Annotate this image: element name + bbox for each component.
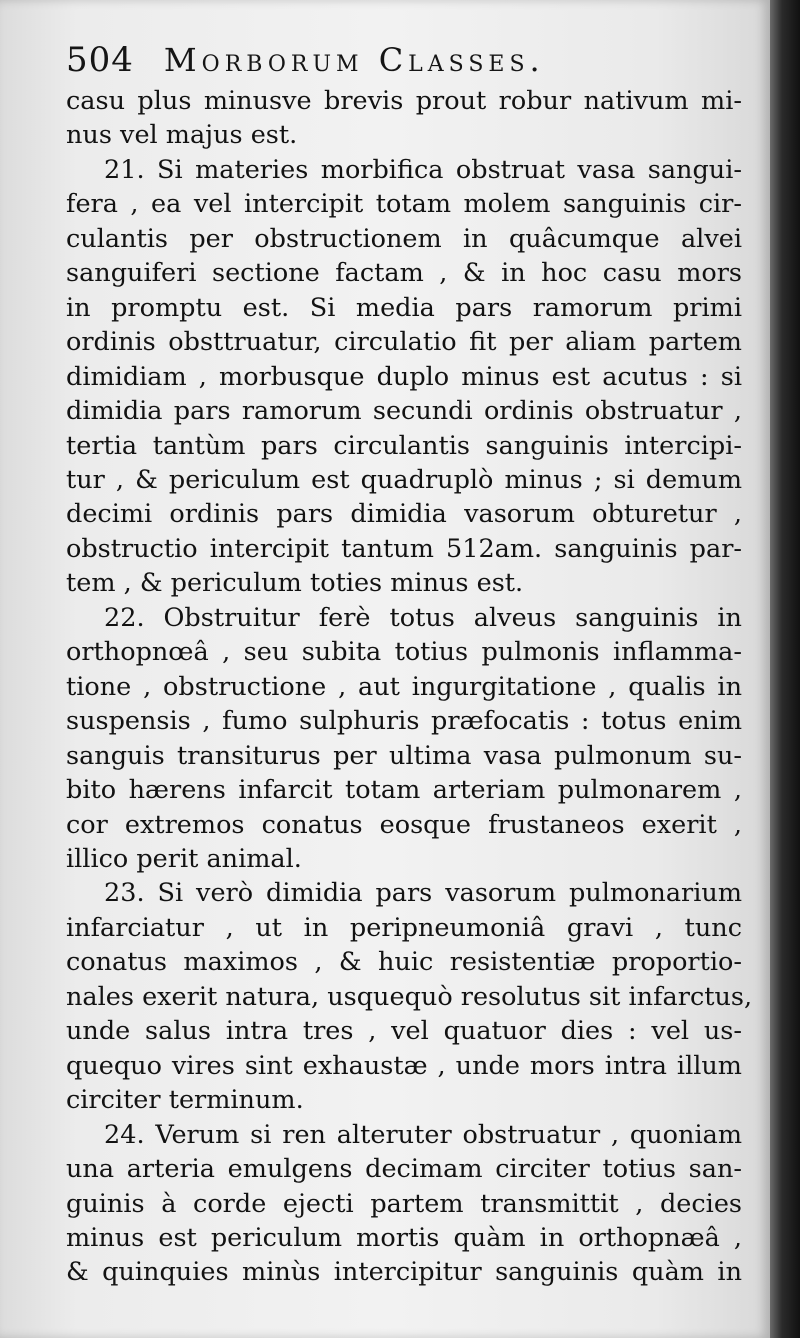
text-line: tur , & periculum est quadruplò minus ; si demum xyxy=(66,464,742,495)
text-line: in promptu est. Si media pars ramorum primi xyxy=(66,292,742,323)
text-line: conatus maximos , & huic resistentiæ proportio- xyxy=(66,947,742,978)
page-number: 504 xyxy=(66,40,134,80)
text-line: fera , ea vel intercipit totam molem sanguinis cir- xyxy=(66,189,742,220)
text-line: sanguis transiturus per ultima vasa pulmonum su- xyxy=(66,740,742,771)
text-line: ordinis obsttruatur, circulatio fit per aliam partem xyxy=(66,327,742,358)
text-line: guinis à corde ejecti partem transmittit , decies xyxy=(66,1188,742,1219)
text-line: minus est periculum mortis quàm in orthopnæâ , xyxy=(66,1222,742,1253)
text-line: tem , & periculum toties minus est. xyxy=(66,568,524,599)
paragraph-22 xyxy=(66,601,742,877)
paragraph-24 xyxy=(66,1118,742,1290)
text-line: dimidia pars ramorum secundi ordinis obstruatur , xyxy=(66,396,742,427)
text-line: unde salus intra tres , vel quatuor dies : vel us- xyxy=(66,1016,742,1047)
page-edge-shadow xyxy=(770,0,800,1338)
paragraph-21 xyxy=(66,153,742,601)
text-line: 22. Obstruitur ferè totus alveus sanguinis in xyxy=(104,602,742,633)
text-line: illico perit animal. xyxy=(66,843,302,874)
text-line: bito hærens infarcit totam arteriam pulmonarem , xyxy=(66,775,742,806)
text-line: 21. Si materies morbifica obstruat vasa sangui- xyxy=(104,154,742,185)
text-line: 23. Si verò dimidia pars vasorum pulmonarium xyxy=(104,878,742,909)
text-line: nales exerit natura, usquequò resolutus sit infarctus, xyxy=(66,981,753,1012)
text-line: quequo vires sint exhaustæ , unde mors intra illum xyxy=(66,1050,742,1081)
text-line: tione , obstructione , aut ingurgitatione , qualis in xyxy=(66,671,742,702)
text-line: circiter terminum. xyxy=(66,1085,304,1116)
text-line: infarciatur , ut in peripneumoniâ gravi , tunc xyxy=(66,912,742,943)
paragraph-23 xyxy=(66,876,753,1117)
text-line: culantis per obstructionem in quâcumque alvei xyxy=(66,223,742,254)
body-text xyxy=(66,84,753,1290)
text-line: tertia tantùm pars circulantis sanguinis intercipi- xyxy=(66,430,742,461)
text-line: dimidiam , morbusque duplo minus est acutus : si xyxy=(66,361,742,392)
text-line: 24. Verum si ren alteruter obstruatur , quoniam xyxy=(104,1119,742,1150)
text-line: orthopnœâ , seu subita totius pulmonis inflamma- xyxy=(66,637,742,668)
text-line: obstructio intercipit tantum 512am. sanguinis par- xyxy=(66,533,742,564)
text-line: nus vel majus est. xyxy=(66,120,298,151)
paragraph-continuation xyxy=(66,84,742,153)
text-line: casu plus minusve brevis prout robur nativum mi- xyxy=(66,86,742,116)
text-line: una arteria emulgens decimam circiter totius san- xyxy=(66,1154,742,1185)
running-title: Morborum Classes. xyxy=(163,41,545,79)
text-line: suspensis , fumo sulphuris præfocatis : totus enim xyxy=(66,706,742,737)
text-line: decimi ordinis pars dimidia vasorum obturetur , xyxy=(66,499,742,530)
text-line: cor extremos conatus eosque frustaneos exerit , xyxy=(66,809,742,840)
text-line: sanguiferi sectione factam , & in hoc casu mors xyxy=(66,258,742,289)
text-line: & quinquies minùs intercipitur sanguinis quàm in xyxy=(66,1257,742,1288)
